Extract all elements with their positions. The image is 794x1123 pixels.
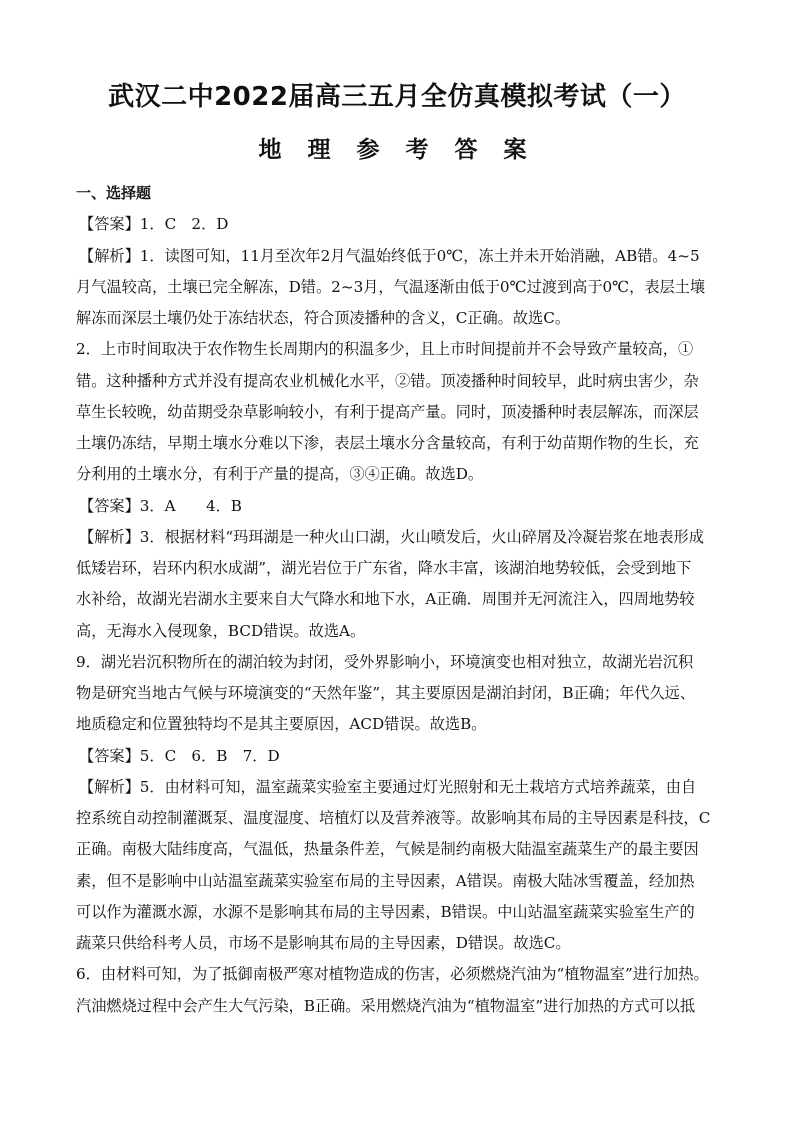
text-line: 素，但不是影响中山站温室蔬菜实验室布局的主导因素，A错误。南极大陆冰雪覆盖，经加热 xyxy=(76,871,695,890)
text-line: 蔬菜只供给科考人员，市场不是影响其布局的主导因素，D错误。故选C。 xyxy=(76,934,571,952)
section-heading: 一、选择题 xyxy=(76,184,152,202)
text-line: 汽油燃烧过程中会产生大气污染，B正确。采用燃烧汽油为“植物温室”进行加热的方式可以抵 xyxy=(76,996,696,1015)
text-line: 【解析】3．根据材料“玛珥湖是一种火山口湖，火山喷发后，火山碎屑及冷凝岩浆在地表形成 xyxy=(79,527,704,546)
text-line: 【解析】5．由材料可知，温室蔬菜实验室主要通过灯光照射和无土栽培方式培养蔬菜，由自 xyxy=(79,777,697,796)
text-line: 月气温较高，土壤已完全解冻，D错。2~3月，气温逐渐由低于0℃过渡到高于0℃，表层土壤 xyxy=(76,277,706,296)
text-line: 控系统自动控制灌溉泵、温度湿度、培植灯以及营养液等。故影响其布局的主导因素是科技，C xyxy=(76,809,711,827)
answer-line: 【答案】3．A 4．B xyxy=(79,496,242,515)
answer-line: 【答案】1．C 2．D xyxy=(79,215,229,234)
text-line: 物是研究当地古气候与环境演变的“天然年鉴”，其主要原因是湖泊封闭，B正确；年代久远、 xyxy=(76,684,696,702)
text-line: 可以作为灌溉水源，水源不是影响其布局的主导因素，B错误。中山站温室蔬菜实验室生产的 xyxy=(76,902,695,921)
text-line: 6．由材料可知，为了抵御南极严寒对植物造成的伤害，必须燃烧汽油为“植物温室”进行加热。 xyxy=(76,965,709,984)
text-line: 土壤仍冻结，早期土壤水分难以下渗，表层土壤水分含量较高，有利于幼苗期作物的生长，充 xyxy=(76,434,699,452)
text-line: 低矮岩环，岩环内积水成湖”，湖光岩位于广东省，降水丰富，该湖泊地势较低，会受到地下 xyxy=(76,559,692,577)
text-line: 高，无海水入侵现象，BCD错误。故选A。 xyxy=(76,621,366,640)
text-line: 地质稳定和位置独特均不是其主要原因，ACD错误。故选B。 xyxy=(76,715,487,734)
answer-line: 【答案】5．C 6．B 7．D xyxy=(79,746,280,765)
document-body xyxy=(76,178,726,1022)
text-line: 分利用的土壤水分，有利于产量的提高，③④正确。故选D。 xyxy=(76,465,484,484)
text-line: 【解析】1．读图可知，11月至次年2月气温始终低于0℃，冻土并未开始消融，AB错。4~5 xyxy=(79,246,700,265)
text-line: 2．上市时间取决于农作物生长周期内的积温多少，且上市时间提前并不会导致产量较高，① xyxy=(76,340,694,359)
document-title: 武汉二中2022届高三五月全仿真模拟考试（一） xyxy=(108,82,686,112)
text-line: 草生长较晚，幼苗期受杂草影响较小，有利于提高产量。同时，顶凌播种时表层解冻，而深层 xyxy=(76,402,699,421)
text-line: 水补给，故湖光岩湖水主要来自大气降水和地下水，A正确．周围并无河流注入，四周地势较 xyxy=(76,590,695,609)
text-line: 正确。南极大陆纬度高，气温低，热量条件差，气候是制约南极大陆温室蔬菜生产的最主要因 xyxy=(76,840,699,859)
document-subtitle: 地 理 参 考 答 案 xyxy=(258,137,536,163)
text-line: 解冻而深层土壤仍处于冻结状态，符合顶凌播种的含义，C正确。故选C。 xyxy=(76,309,571,327)
text-line: 错。这种播种方式并没有提高农业机械化水平，②错。顶凌播种时间较早，此时病虫害少，杂 xyxy=(76,371,699,390)
text-line: 9．湖光岩沉积物所在的湖泊较为封闭，受外界影响小，环境演变也相对独立，故湖光岩沉积 xyxy=(76,652,694,671)
